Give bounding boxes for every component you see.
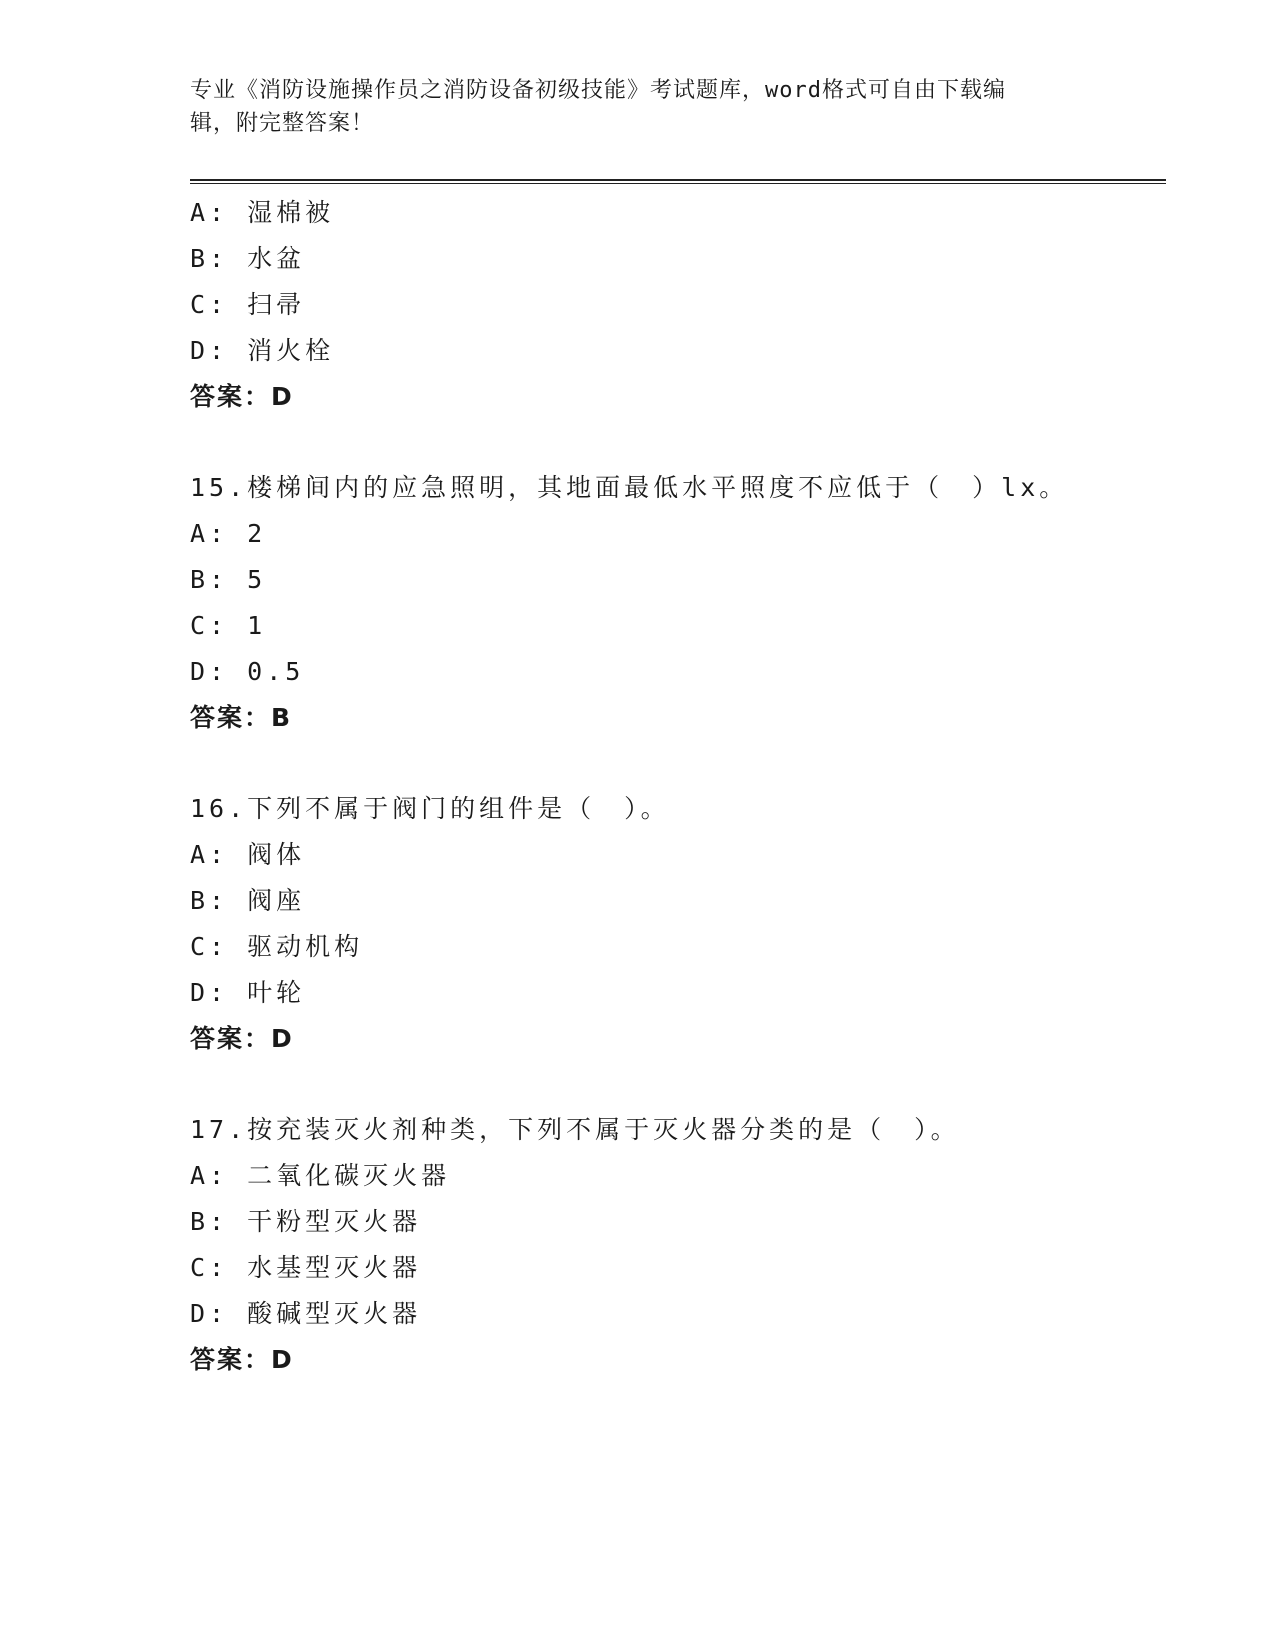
answer-line: 答案：B — [190, 703, 293, 732]
question-stem: 15.楼梯间内的应急照明，其地面最低水平照度不应低于（ ）lx。 — [190, 473, 1069, 502]
question-block-continued — [190, 190, 1150, 420]
option-a: A: 二氧化碳灭火器 — [190, 1161, 451, 1190]
option-c: C: 扫帚 — [190, 290, 306, 319]
option-b: B: 阀座 — [190, 886, 306, 915]
question-block-16 — [190, 786, 1150, 1062]
option-a: A: 阀体 — [190, 840, 306, 869]
question-spacer — [190, 741, 1150, 786]
question-spacer — [190, 1062, 1150, 1107]
option-d: D: 叶轮 — [190, 978, 306, 1007]
option-d: D: 0.5 — [190, 657, 305, 686]
option-d: D: 酸碱型灭火器 — [190, 1299, 422, 1328]
document-header — [190, 74, 1090, 140]
header-line-2: 辑，附完整答案！ — [190, 111, 375, 136]
question-list — [190, 190, 1150, 1383]
question-block-15 — [190, 465, 1150, 741]
option-b: B: 5 — [190, 565, 267, 594]
option-c: C: 水基型灭火器 — [190, 1253, 422, 1282]
option-c: C: 驱动机构 — [190, 932, 364, 961]
header-divider — [190, 179, 1166, 184]
option-a: A: 2 — [190, 519, 267, 548]
answer-line: 答案：D — [190, 1345, 294, 1374]
option-b: B: 水盆 — [190, 244, 306, 273]
question-stem: 16.下列不属于阀门的组件是（ ）。 — [190, 794, 670, 823]
option-a: A: 湿棉被 — [190, 198, 335, 227]
header-line-1: 专业《消防设施操作员之消防设备初级技能》考试题库，word格式可自由下载编 — [190, 78, 1006, 103]
question-stem: 17.按充装灭火剂种类，下列不属于灭火器分类的是（ ）。 — [190, 1115, 960, 1144]
option-c: C: 1 — [190, 611, 267, 640]
question-block-17 — [190, 1107, 1150, 1383]
question-spacer — [190, 420, 1150, 465]
answer-line: 答案：D — [190, 382, 294, 411]
option-b: B: 干粉型灭火器 — [190, 1207, 422, 1236]
option-d: D: 消火栓 — [190, 336, 335, 365]
answer-line: 答案：D — [190, 1024, 294, 1053]
